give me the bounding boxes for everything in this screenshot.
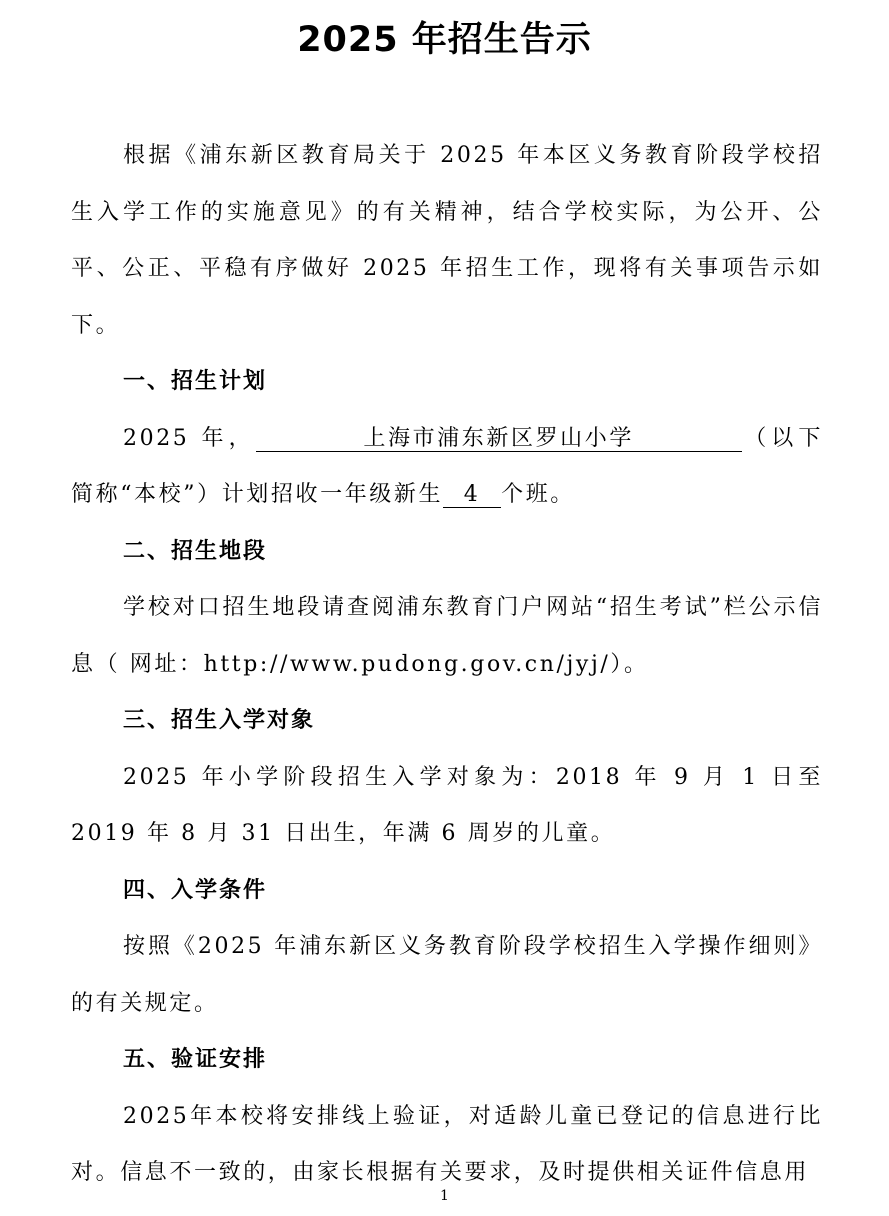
section-heading-plan: 一、招生计划 (123, 369, 268, 394)
page-number: 1 (440, 1188, 449, 1204)
eligibility-paragraph: 2025 年小学阶段招生入学对象为：2018 年 9 月 1 日至 2019 年 8 月 31 日出生，年满 6 周岁的儿童。 (71, 764, 823, 846)
verification-paragraph: 2025年本校将安排线上验证，对适龄儿童已登记的信息进行比对。信息不一致的，由家长根据有关要求，及时提供相关证件信息用 (71, 1103, 823, 1185)
intro-paragraph: 根据《浦东新区教育局关于 2025 年本区义务教育阶段学校招生入学工作的实施意见》的有关精神，结合学校实际，为公开、公平、公正、平稳有序做好 2025 年招生工作，现将有关事项告示如下。 (71, 143, 823, 338)
class-count-fill: 4 (443, 483, 501, 508)
section-heading-conditions: 四、入学条件 (123, 877, 268, 903)
section-heading-eligibility: 三、招生入学对象 (123, 708, 316, 733)
district-paragraph: 学校对口招生地段请查阅浦东教育门户网站“招生考试”栏公示信息（ 网址：http://www.pudong.gov.cn/jyj/）。 (71, 595, 823, 677)
section-heading-district: 二、招生地段 (123, 538, 268, 564)
document-body (71, 128, 823, 1202)
school-name-fill: 上海市浦东新区罗山小学 (256, 427, 742, 452)
section-heading-verification: 五、验证安排 (123, 1047, 268, 1072)
conditions-paragraph: 按照《2025 年浦东新区义务教育阶段学校招生入学操作细则》的有关规定。 (71, 934, 823, 1016)
plan-middle: （以下简称“本校”）计划招收一年级新生 (71, 425, 823, 507)
plan-paragraph (71, 411, 823, 524)
page-title: 2025 年招生告示 (297, 20, 592, 60)
plan-suffix: 个班。 (501, 482, 575, 507)
plan-prefix: 2025 年， (123, 425, 256, 451)
